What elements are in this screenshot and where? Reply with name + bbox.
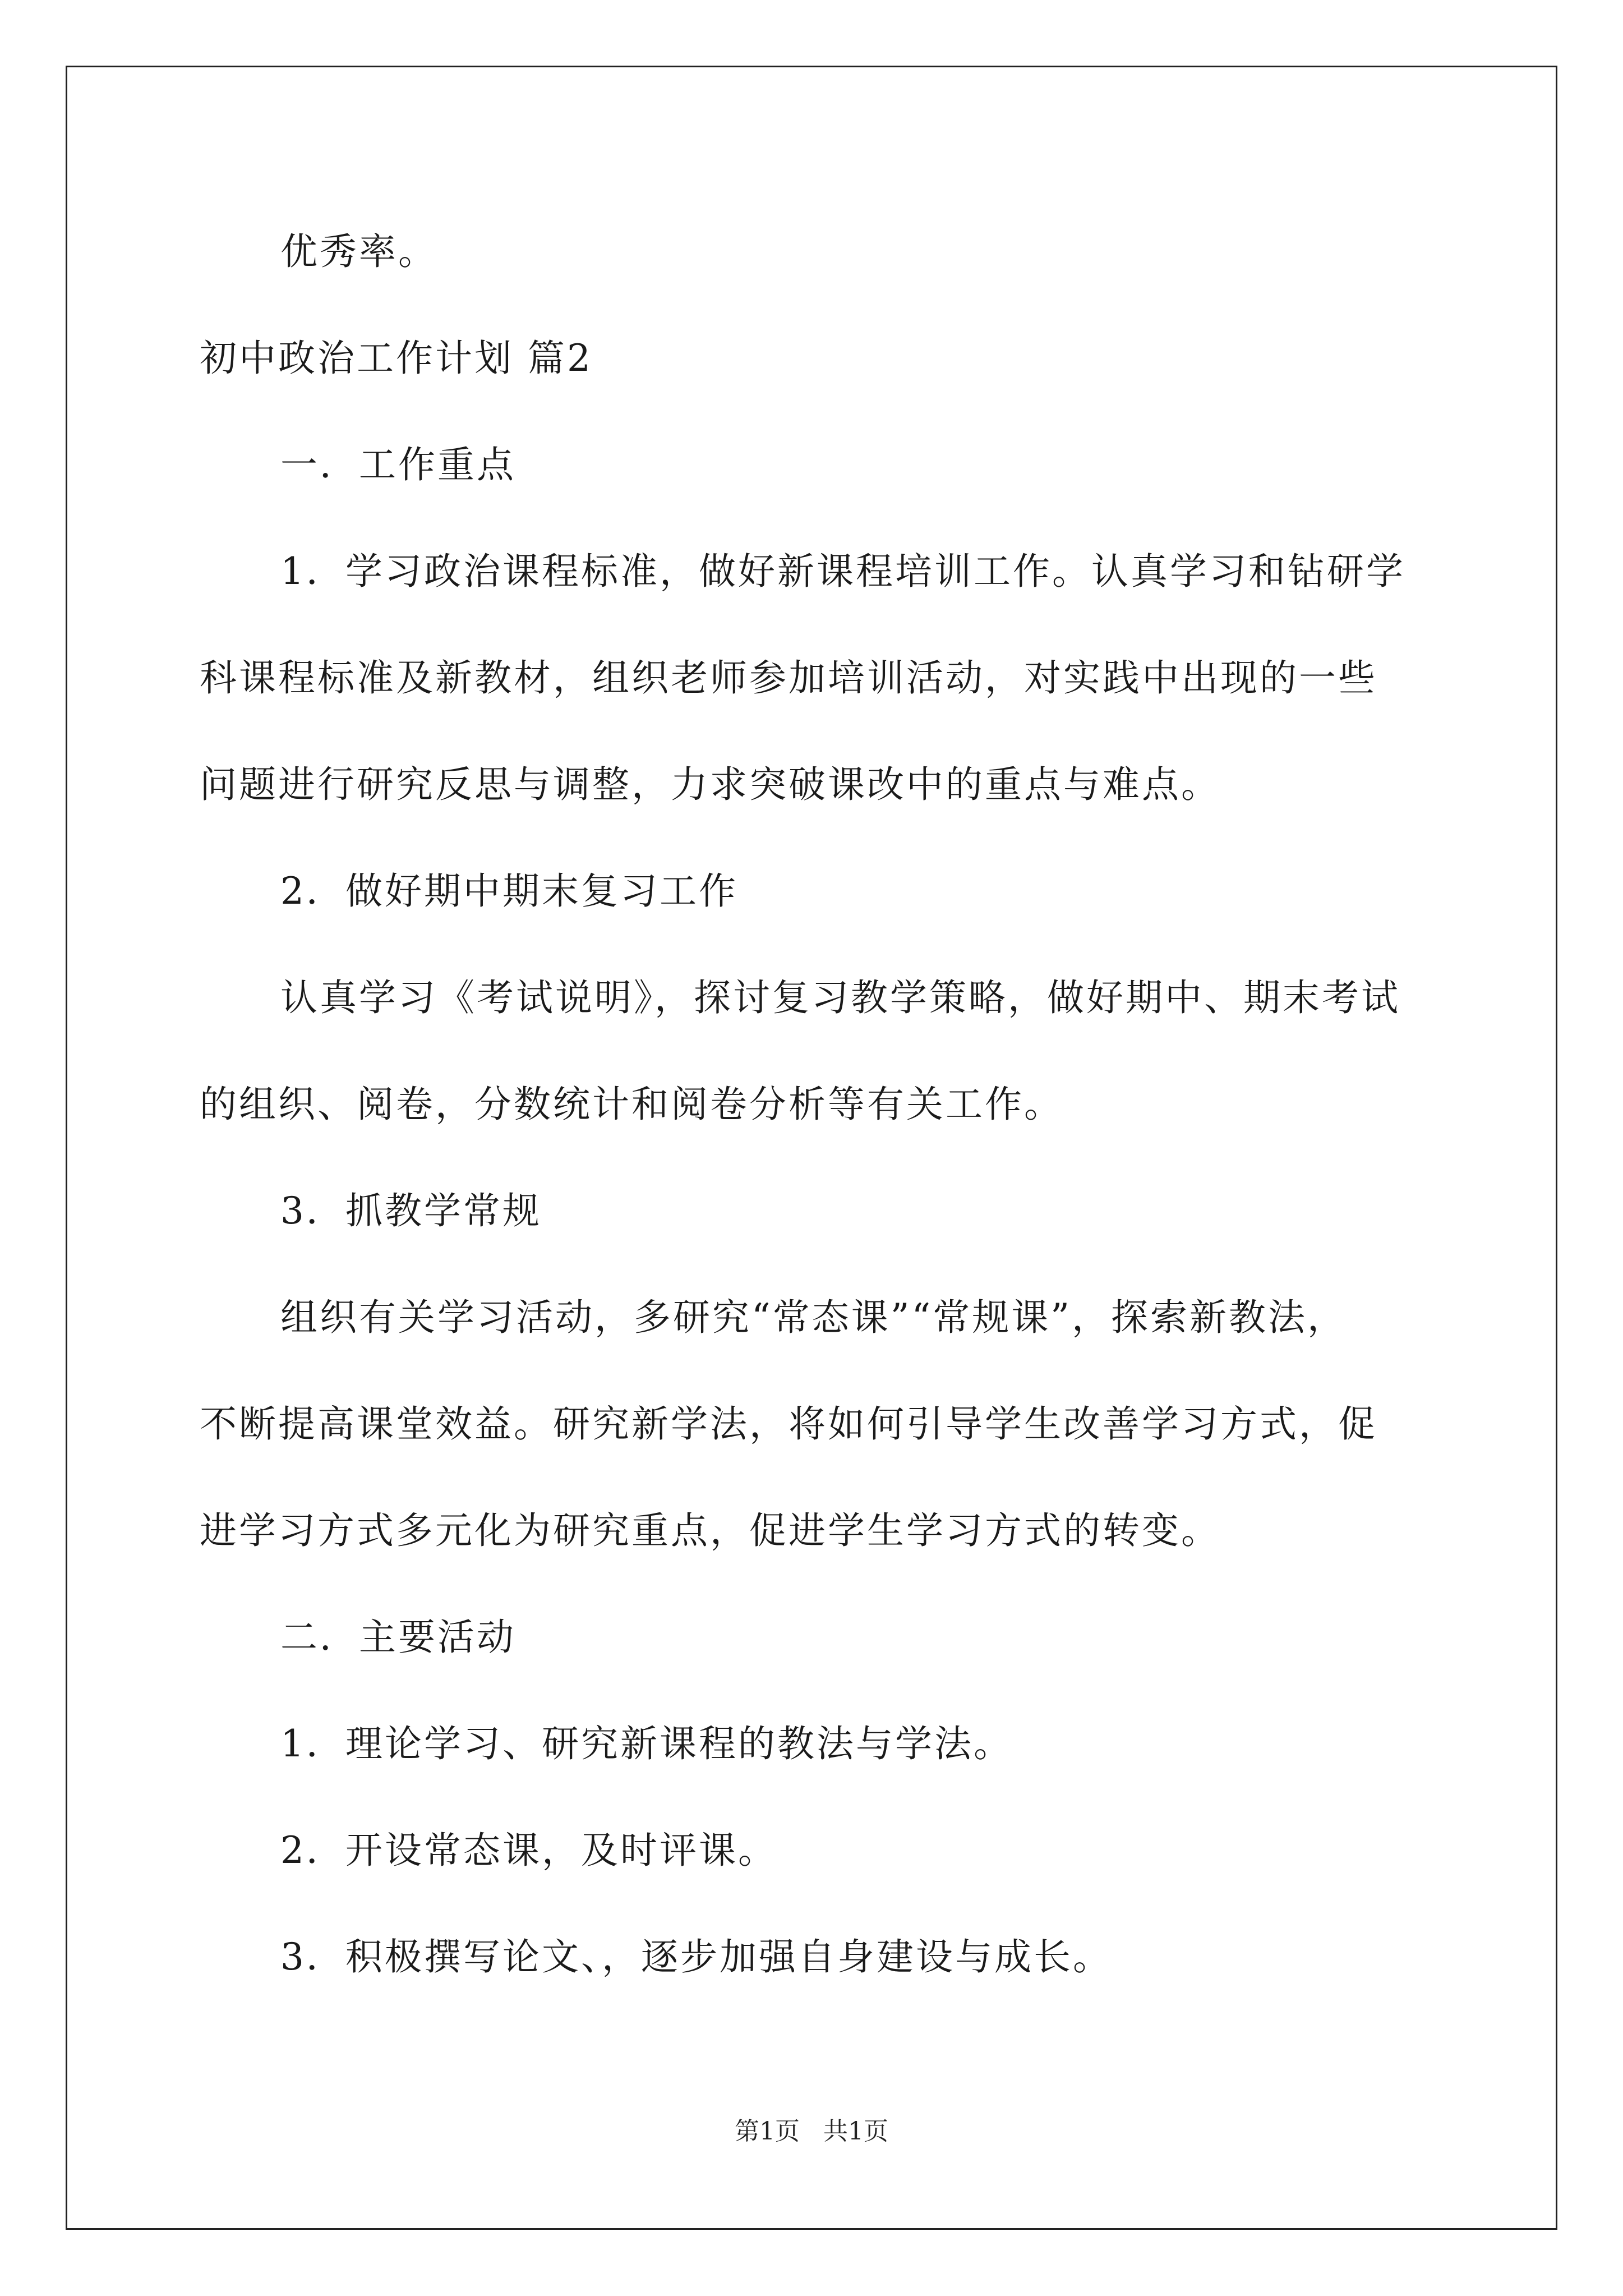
text-line-continuation: 优秀率。 [280,230,437,273]
section-heading: 初中政治工作计划 篇2 [200,337,593,380]
page-footer: 第1页 共1页 [735,2117,888,2146]
list-item: 1．理论学习、研究新课程的教法与学法。 [280,1722,1013,1765]
paragraph-line: 不断提高课堂效益。研究新学法，将如何引导学生改善学习方式，促 [200,1402,1377,1446]
subheading-main-activities: 二．主要活动 [280,1616,516,1659]
paragraph-line: 的组织、阅卷，分数统计和阅卷分析等有关工作。 [200,1083,1063,1126]
list-item: 3．积极撰写论文、，逐步加强自身建设与成长。 [280,1935,1112,1978]
paragraph-line: 认真学习《考试说明》，探讨复习教学策略，做好期中、期末考试 [280,976,1400,1019]
item-heading: 3．抓教学常规 [280,1189,542,1232]
list-item: 2．开设常态课，及时评课。 [280,1829,777,1872]
paragraph-line: 问题进行研究反思与调整，力求突破课改中的重点与难点。 [200,763,1220,806]
paragraph-line: 进学习方式多元化为研究重点，促进学生学习方式的转变。 [200,1509,1220,1552]
subheading-work-focus: 一．工作重点 [280,443,516,486]
paragraph-line: 1．学习政治课程标准，做好新课程培训工作。认真学习和钻研学 [280,550,1405,593]
item-heading: 2．做好期中期末复习工作 [280,869,738,913]
paragraph-line: 科课程标准及新教材，组织老师参加培训活动，对实践中出现的一些 [200,656,1377,700]
page-border [66,66,1557,2230]
paragraph-line: 组织有关学习活动，多研究“常态课”“常规课”，探索新教法， [280,1296,1347,1339]
